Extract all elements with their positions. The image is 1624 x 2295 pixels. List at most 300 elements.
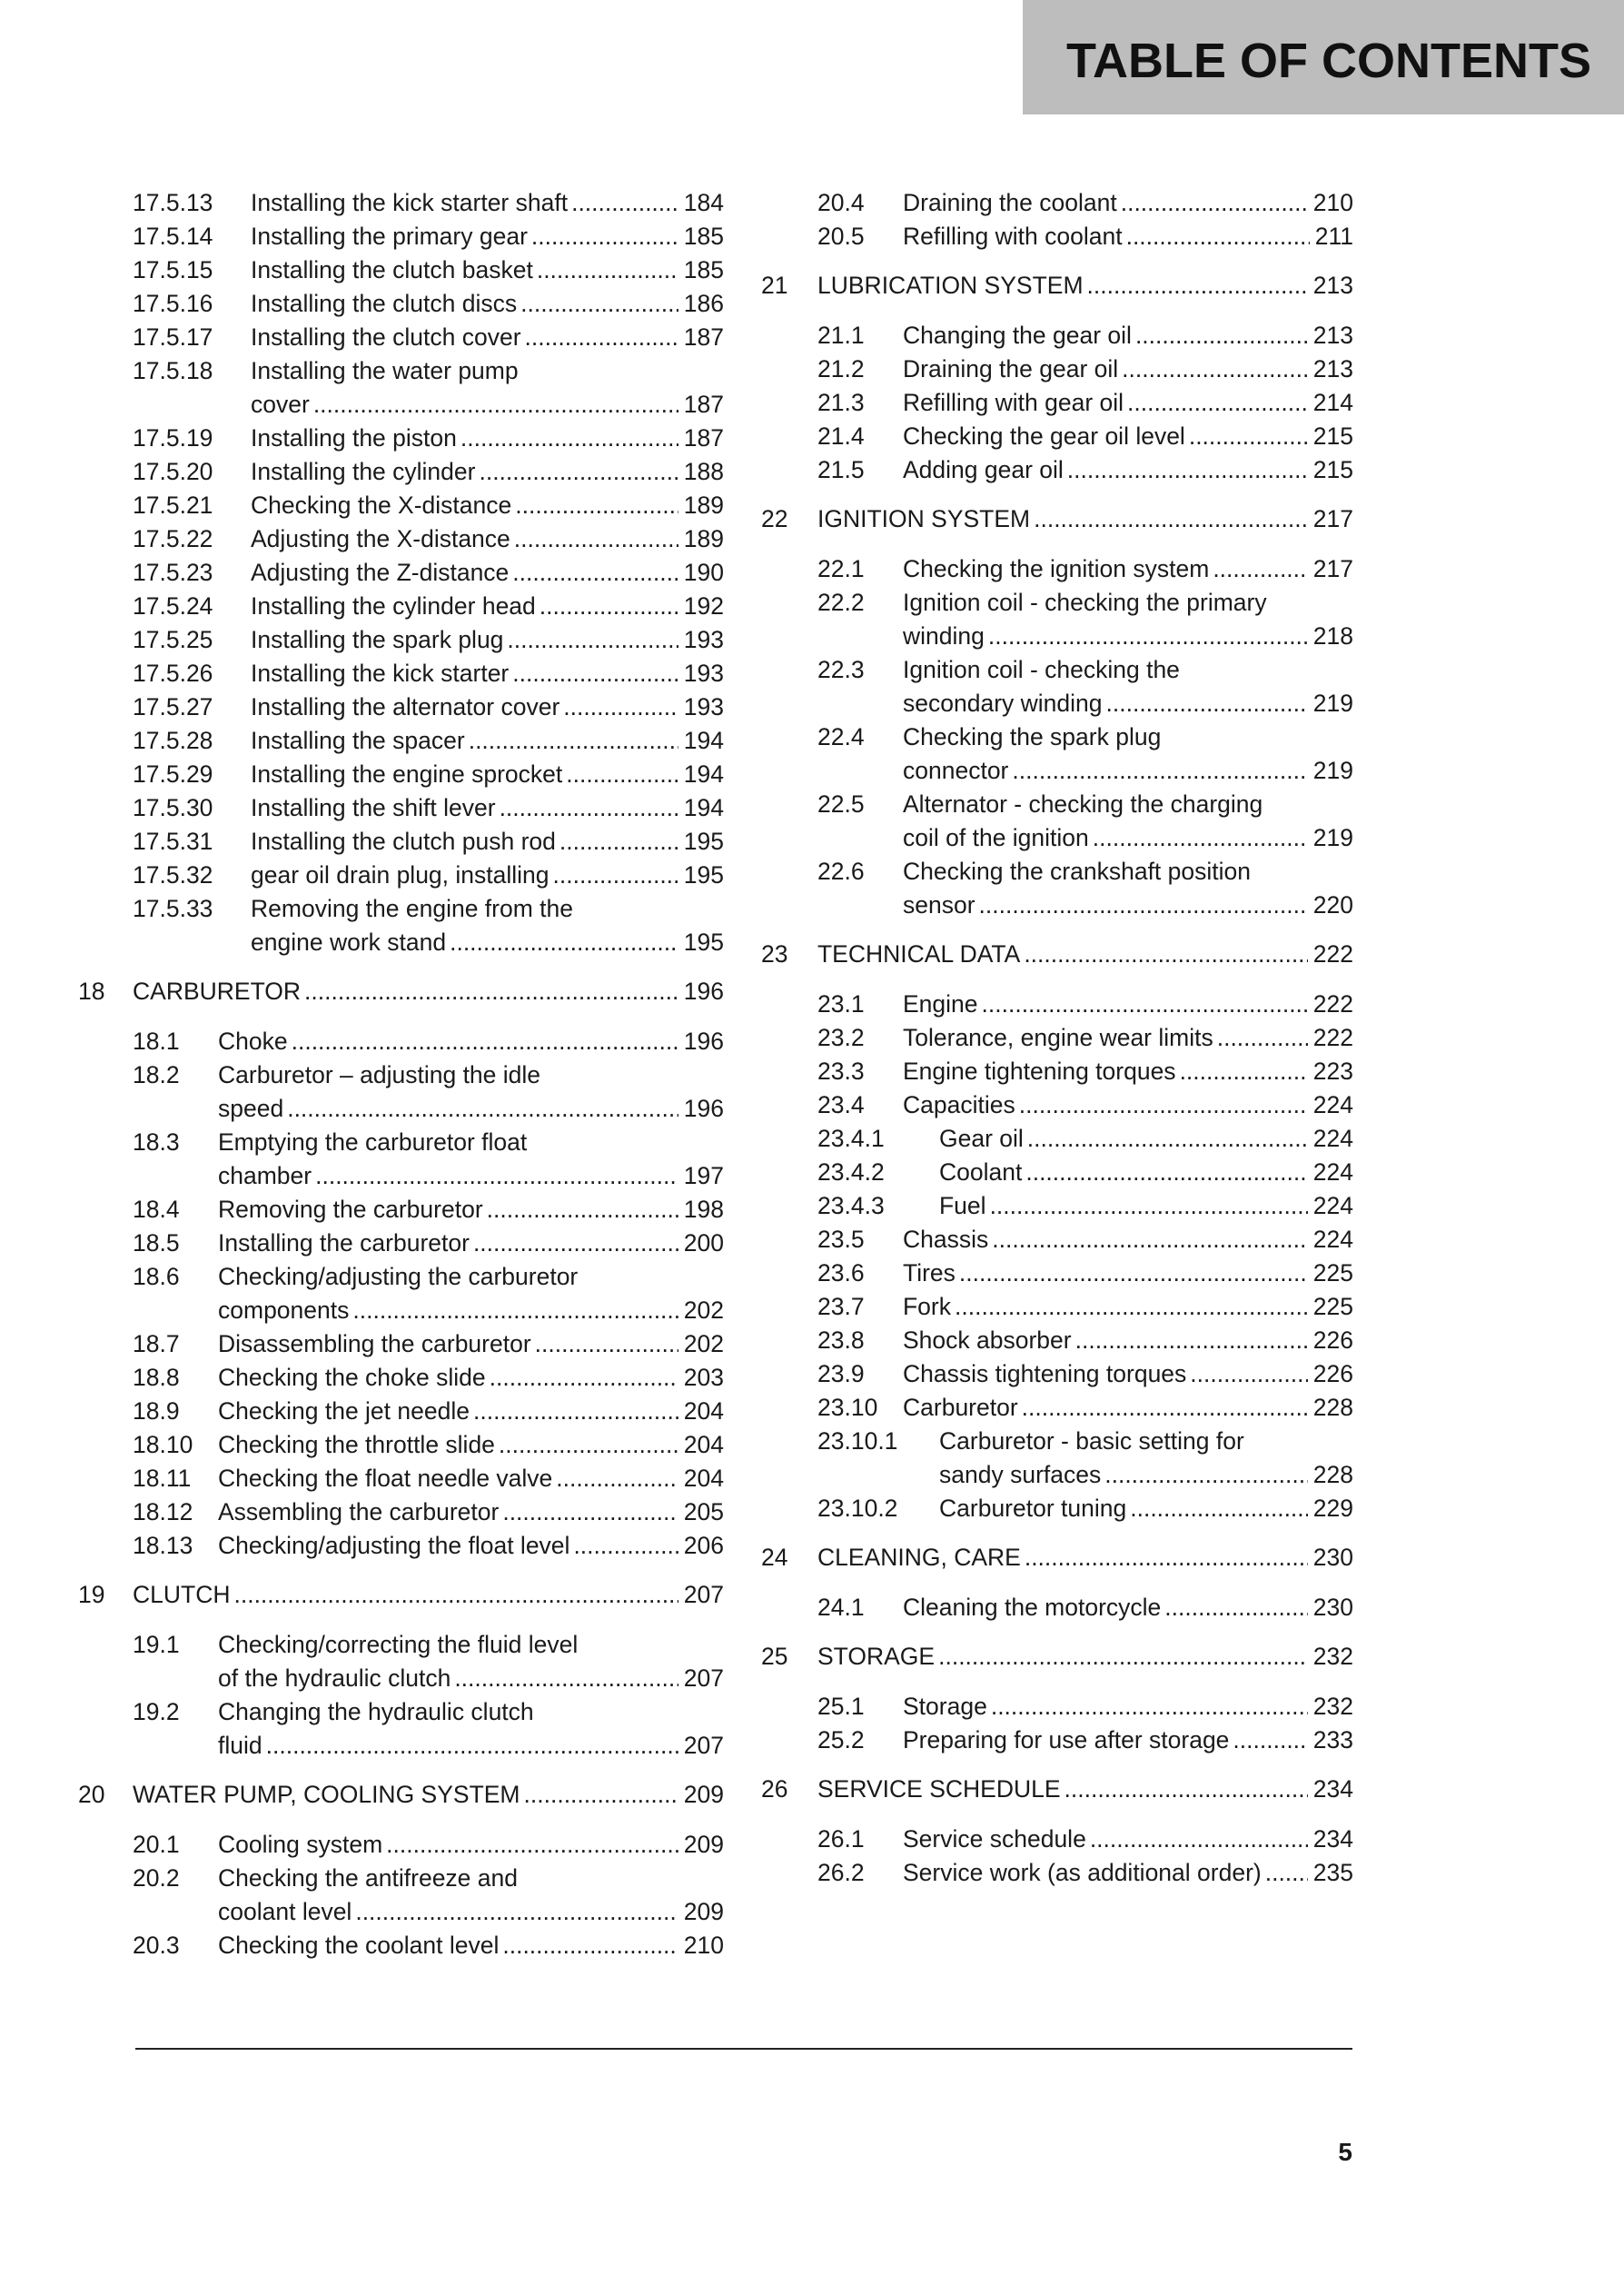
toc-entry[interactable] [761,653,1353,720]
toc-page-number: 196 [683,1028,724,1055]
toc-leader-dots [573,1529,678,1563]
toc-page-number: 224 [1312,1091,1353,1118]
toc-entry[interactable] [133,1495,724,1529]
toc-entry-number: 18.4 [133,1196,180,1223]
page-title: TABLE OF CONTENTS [1066,34,1591,88]
toc-entry-title: Assembling the carburetor [218,1498,500,1525]
toc-entry[interactable] [133,1529,724,1563]
toc-section[interactable] [761,269,1353,303]
toc-leader-dots [1130,1492,1308,1525]
toc-entry[interactable] [133,892,724,959]
toc-leader-dots [1121,186,1308,220]
toc-page-number: 187 [683,424,724,452]
toc-entry-title: Adjusting the X-distance [251,525,510,552]
toc-leader-dots [287,1092,678,1126]
toc-leader-dots [1019,1088,1308,1122]
toc-leader-dots [355,1895,678,1929]
toc-leader-dots [490,1361,678,1395]
toc-entry[interactable] [133,1025,724,1058]
toc-entry-title: Tolerance, engine wear limits [903,1024,1213,1051]
toc-entry[interactable] [133,1462,724,1495]
toc-leader-dots [473,1227,678,1260]
toc-page-number: 193 [683,626,724,653]
toc-leader-dots [515,489,678,522]
toc-entry-number: 23.5 [817,1226,865,1253]
toc-entry[interactable] [761,1055,1353,1088]
toc-leader-dots [1090,1823,1308,1856]
toc-entry-number: 20.3 [133,1932,180,1959]
toc-section[interactable] [761,1773,1353,1806]
toc-entry-number: 23.6 [817,1259,865,1287]
toc-section[interactable] [761,1541,1353,1575]
toc-entry[interactable] [761,1021,1353,1055]
toc-entry[interactable] [761,1856,1353,1890]
toc-entry-title: TECHNICAL DATA [817,940,1021,968]
toc-leader-dots [1024,938,1307,971]
toc-page-number: 224 [1312,1192,1353,1219]
toc-entry[interactable] [133,1361,724,1395]
toc-entry-title: Installing the water pump [251,357,519,384]
toc-entry-number: 18.7 [133,1330,180,1357]
toc-entry-number: 18.8 [133,1364,180,1391]
toc-entry-title: Disassembling the carburetor [218,1330,531,1357]
toc-entry-title: Fork [903,1293,951,1320]
toc-entry[interactable] [133,623,724,657]
toc-entry[interactable] [761,220,1353,253]
toc-entry[interactable] [761,788,1353,855]
toc-entry-number: 23.9 [817,1360,865,1387]
toc-page-number: 192 [683,592,724,620]
toc-entry-title: Installing the clutch discs [251,290,518,317]
toc-entry-number: 21.1 [817,322,865,349]
toc-entry[interactable] [133,253,724,287]
toc-entry[interactable] [133,1695,724,1763]
toc-leader-dots [514,522,678,556]
toc-entry-title: gear oil drain plug, installing [251,861,550,889]
toc-leader-dots [1265,1856,1308,1890]
toc-entry[interactable] [133,556,724,590]
toc-entry-title: Installing the cylinder [251,458,476,485]
toc-leader-dots [479,455,678,489]
toc-entry[interactable] [761,1391,1353,1425]
toc-entry-title: Installing the cylinder head [251,592,536,620]
toc-entry[interactable] [761,453,1353,487]
footer-divider [135,2048,1352,2050]
toc-page-number: 210 [683,1932,724,1959]
toc-entry-title: Engine [903,990,978,1018]
toc-entry-title: Carburetor [903,1394,1018,1421]
toc-leader-dots [1104,1458,1308,1492]
toc-entry[interactable] [133,455,724,489]
toc-entry[interactable] [761,186,1353,220]
toc-entry-number: 23.1 [817,990,865,1018]
toc-entry[interactable] [761,1591,1353,1624]
toc-entry-title: IGNITION SYSTEM [817,505,1031,532]
toc-entry-title: chamber [218,1162,312,1189]
toc-leader-dots [563,690,678,724]
toc-page-number: 222 [1312,1024,1353,1051]
toc-entry-title: Checking the ignition system [903,555,1210,582]
toc-page-number: 194 [683,727,724,754]
toc-entry-number: 23.4.3 [817,1192,885,1219]
toc-entry-number: 23.10 [817,1394,878,1421]
toc-entry-number: 18.2 [133,1061,180,1088]
toc-entry-number: 18.10 [133,1431,193,1458]
toc-entry-title: Service work (as additional order) [903,1859,1262,1886]
toc-entry[interactable] [133,321,724,354]
toc-page-number: 226 [1312,1360,1353,1387]
toc-page-number: 195 [683,861,724,889]
toc-leader-dots [1122,353,1308,386]
toc-entry-title: Installing the engine sprocket [251,760,563,788]
toc-entry-number: 21.3 [817,389,865,416]
toc-section[interactable] [78,1778,724,1812]
toc-page-number: 184 [683,189,724,216]
toc-entry-number: 22.5 [817,790,865,818]
toc-entry[interactable] [133,489,724,522]
toc-leader-dots [1027,1122,1308,1156]
toc-page-number: 211 [1314,223,1353,250]
toc-page-number: 193 [683,693,724,720]
toc-entry-title: Cleaning the motorcycle [903,1594,1162,1621]
toc-page-number: 194 [683,760,724,788]
toc-leader-dots [990,1189,1308,1223]
toc-entry[interactable] [133,354,724,422]
toc-entry-number: 26.1 [817,1825,865,1853]
toc-entry-number: 17.5.28 [133,727,213,754]
toc-leader-dots [499,1428,678,1462]
toc-entry[interactable] [761,1425,1353,1492]
toc-page-number: 228 [1312,1394,1353,1421]
toc-column-left [78,186,724,1962]
toc-page-number: 203 [683,1364,724,1391]
toc-entry-title: Installing the clutch cover [251,323,521,351]
toc-entry-number: 23.10.2 [817,1495,898,1522]
toc-entry-number: 17.5.20 [133,458,213,485]
toc-entry-title: coolant level [218,1898,352,1925]
toc-entry[interactable] [133,657,724,690]
toc-entry[interactable] [133,1227,724,1260]
toc-entry-title: Removing the engine from the [251,895,574,922]
toc-entry-number: 17.5.32 [133,861,213,889]
toc-leader-dots [525,321,678,354]
toc-entry-number: 17.5.29 [133,760,213,788]
toc-leader-dots [524,1778,678,1812]
toc-entry-number: 22.6 [817,858,865,885]
toc-entry-number: 17.5.22 [133,525,213,552]
toc-entry-title: Installing the carburetor [218,1229,470,1257]
toc-entry[interactable] [133,1126,724,1193]
toc-page-number: 187 [683,323,724,351]
toc-leader-dots [559,825,678,859]
toc-entry-number: 26 [761,1775,788,1803]
toc-page-number: 205 [683,1498,724,1525]
toc-entry-title: Checking the choke slide [218,1364,486,1391]
toc-page-number: 235 [1312,1859,1353,1886]
toc-entry[interactable] [133,1628,724,1695]
toc-leader-dots [1093,821,1308,855]
toc-page-number: 204 [683,1431,724,1458]
toc-leader-dots [1067,453,1308,487]
toc-page-number: 218 [1312,622,1353,650]
toc-section[interactable] [761,502,1353,536]
toc-page-number: 202 [683,1297,724,1324]
toc-page-number: 210 [1312,189,1353,216]
toc-entry[interactable] [133,825,724,859]
toc-entry-number: 25 [761,1643,788,1670]
toc-leader-dots [1106,687,1308,720]
toc-entry-number: 23.2 [817,1024,865,1051]
toc-entry-title: Capacities [903,1091,1015,1118]
toc-entry-number: 18.5 [133,1229,180,1257]
toc-entry-number: 21.5 [817,456,865,483]
toc-entry[interactable] [761,1122,1353,1156]
toc-entry-title: Changing the hydraulic clutch [218,1698,534,1725]
toc-entry[interactable] [133,287,724,321]
toc-entry[interactable] [133,590,724,623]
toc-entry[interactable] [761,586,1353,653]
toc-entry-number: 18.6 [133,1263,180,1290]
toc-page-number: 207 [683,1732,724,1759]
page-number: 5 [1338,2138,1352,2166]
toc-leader-dots [460,422,678,455]
toc-section[interactable] [761,1640,1353,1674]
toc-entry[interactable] [761,1156,1353,1189]
toc-entry-number: 20.1 [133,1831,180,1858]
toc-entry[interactable] [761,855,1353,922]
toc-leader-dots [535,1327,678,1361]
toc-page-number: 222 [1312,990,1353,1018]
toc-leader-dots [507,623,678,657]
toc-entry-number: 17.5.33 [133,895,213,922]
toc-page-number: 189 [683,525,724,552]
toc-entry-title: Installing the shift lever [251,794,496,821]
toc-leader-dots [988,620,1308,653]
toc-entry-number: 17.5.26 [133,660,213,687]
toc-leader-dots [537,253,678,287]
toc-entry[interactable] [761,1088,1353,1122]
toc-page-number: 230 [1312,1594,1353,1621]
toc-page-number: 232 [1312,1693,1353,1720]
toc-page-number: 213 [1312,322,1353,349]
toc-page-number: 228 [1312,1461,1353,1488]
toc-leader-dots [386,1828,678,1862]
toc-entry[interactable] [761,1290,1353,1324]
toc-entry[interactable] [761,552,1353,586]
toc-entry[interactable] [133,1058,724,1126]
toc-entry-title: Refilling with coolant [903,223,1123,250]
toc-entry[interactable] [761,720,1353,788]
toc-leader-dots [1065,1773,1308,1806]
toc-leader-dots [1189,420,1308,453]
toc-entry[interactable] [761,1257,1353,1290]
toc-entry-title: Checking the throttle slide [218,1431,495,1458]
toc-entry-title: Draining the coolant [903,189,1117,216]
toc-leader-dots [1087,269,1308,303]
toc-entry[interactable] [133,1862,724,1929]
toc-entry-title: Carburetor – adjusting the idle [218,1061,541,1088]
toc-entry-number: 23.7 [817,1293,865,1320]
toc-entry[interactable] [761,1492,1353,1525]
toc-leader-dots [520,287,678,321]
toc-entry[interactable] [761,386,1353,420]
toc-entry[interactable] [761,319,1353,353]
toc-page-number: 196 [683,1095,724,1122]
toc-leader-dots [992,1223,1308,1257]
toc-entry-number: 18.11 [133,1465,192,1492]
toc-entry[interactable] [133,1395,724,1428]
toc-entry-title: Checking the antifreeze and [218,1864,518,1892]
toc-entry-title: STORAGE [817,1643,936,1670]
toc-entry-title: Checking the gear oil level [903,422,1185,450]
toc-page-number: 224 [1312,1125,1353,1152]
toc-leader-dots [1025,1156,1307,1189]
toc-section[interactable] [78,975,724,1008]
toc-entry-title: WATER PUMP, COOLING SYSTEM [133,1781,520,1808]
toc-entry[interactable] [133,724,724,758]
toc-entry[interactable] [761,988,1353,1021]
toc-entry[interactable] [133,1193,724,1227]
toc-entry[interactable] [761,1724,1353,1757]
toc-entry-title: coil of the ignition [903,824,1089,851]
toc-entry-number: 24 [761,1544,788,1571]
toc-entry-title: Changing the gear oil [903,322,1132,349]
toc-entry[interactable] [761,1189,1353,1223]
toc-leader-dots [571,186,678,220]
toc-entry-number: 20.5 [817,223,865,250]
toc-entry-title: engine work stand [251,929,447,956]
toc-entry[interactable] [133,791,724,825]
toc-entry-number: 23 [761,940,788,968]
toc-leader-dots [1180,1055,1308,1088]
toc-entry[interactable] [761,1823,1353,1856]
toc-entry[interactable] [133,186,724,220]
toc-leader-dots [1034,502,1308,536]
toc-entry-title: Refilling with gear oil [903,389,1124,416]
toc-entry-number: 23.4.1 [817,1125,885,1152]
toc-page-number: 198 [683,1196,724,1223]
toc-leader-dots [292,1025,678,1058]
toc-entry-title: Checking/correcting the fluid level [218,1631,579,1658]
toc-entry[interactable] [133,690,724,724]
toc-page-number: 207 [683,1664,724,1692]
toc-entry[interactable] [133,422,724,455]
toc-entry-title: Checking/adjusting the float level [218,1532,570,1559]
toc-page-number: 209 [683,1781,724,1808]
toc-page-number: 197 [683,1162,724,1189]
toc-page-number: 217 [1312,555,1353,582]
toc-entry[interactable] [761,353,1353,386]
toc-section[interactable] [78,1578,724,1612]
toc-entry-number: 25.1 [817,1693,865,1720]
toc-leader-dots [982,988,1308,1021]
toc-leader-dots [266,1729,678,1763]
toc-leader-dots [473,1395,678,1428]
toc-leader-dots [1022,1391,1308,1425]
toc-entry-title: Preparing for use after storage [903,1726,1230,1754]
toc-entry-title: LUBRICATION SYSTEM [817,272,1084,299]
toc-entry-number: 17.5.17 [133,323,213,351]
toc-entry[interactable] [133,758,724,791]
toc-entry-number: 17.5.19 [133,424,213,452]
toc-entry[interactable] [761,420,1353,453]
toc-entry-number: 24.1 [817,1594,865,1621]
toc-entry[interactable] [133,1929,724,1962]
toc-page-number: 215 [1312,422,1353,450]
toc-page-number: 204 [683,1397,724,1425]
toc-section[interactable] [761,938,1353,971]
toc-entry-number: 18.3 [133,1128,180,1156]
toc-page-number: 234 [1312,1775,1353,1803]
toc-leader-dots [1217,1021,1308,1055]
toc-entry-title: Draining the gear oil [903,355,1119,382]
toc-entry[interactable] [133,1428,724,1462]
toc-entry-title: Checking the spark plug [903,723,1162,750]
toc-page-number: 222 [1312,940,1353,968]
toc-leader-dots [512,556,678,590]
toc-entry-title: Gear oil [939,1125,1024,1152]
toc-leader-dots [352,1294,678,1327]
toc-entry-title: Alternator - checking the charging [903,790,1263,818]
header-band [1023,0,1624,114]
toc-entry-title: speed [218,1095,284,1122]
toc-page-number: 226 [1312,1326,1353,1354]
toc-entry-title: fluid [218,1732,262,1759]
toc-leader-dots [1213,552,1307,586]
toc-entry-number: 18.13 [133,1532,193,1559]
toc-page-number: 209 [683,1831,724,1858]
toc-page-number: 200 [683,1229,724,1257]
toc-entry-title: Installing the primary gear [251,223,528,250]
toc-entry[interactable] [761,1223,1353,1257]
toc-page-number: 188 [683,458,724,485]
toc-entry-title: Tires [903,1259,956,1287]
toc-leader-dots [991,1690,1308,1724]
toc-page-number: 187 [683,391,724,418]
toc-entry-number: 21 [761,272,788,299]
toc-entry-number: 17.5.13 [133,189,213,216]
toc-entry-number: 17.5.15 [133,256,213,283]
toc-entry[interactable] [761,1324,1353,1357]
toc-leader-dots [531,220,678,253]
toc-entry-title: Carburetor tuning [939,1495,1127,1522]
toc-entry[interactable] [761,1357,1353,1391]
toc-entry-title: Installing the clutch push rod [251,828,556,855]
toc-leader-dots [502,1495,678,1529]
toc-entry[interactable] [133,220,724,253]
toc-page-number: 219 [1312,690,1353,717]
toc-entry-number: 17.5.16 [133,290,213,317]
toc-entry-number: 21.2 [817,355,865,382]
toc-entry-title: Ignition coil - checking the [903,656,1180,683]
toc-entry-number: 20.4 [817,189,865,216]
toc-entry[interactable] [133,859,724,892]
toc-page-number: 209 [683,1898,724,1925]
toc-leader-dots [959,1257,1308,1290]
toc-entry-title: Installing the kick starter shaft [251,189,569,216]
toc-entry[interactable] [761,1690,1353,1724]
toc-entry[interactable] [133,1327,724,1361]
toc-page-number: 193 [683,660,724,687]
toc-entry-number: 20 [78,1781,105,1808]
toc-entry-title: sandy surfaces [939,1461,1102,1488]
toc-entry[interactable] [133,1260,724,1327]
toc-entry-number: 23.4.2 [817,1158,885,1186]
toc-leader-dots [1233,1724,1307,1757]
toc-entry[interactable] [133,1828,724,1862]
toc-entry[interactable] [133,522,724,556]
toc-entry-title: Checking the X-distance [251,492,512,519]
